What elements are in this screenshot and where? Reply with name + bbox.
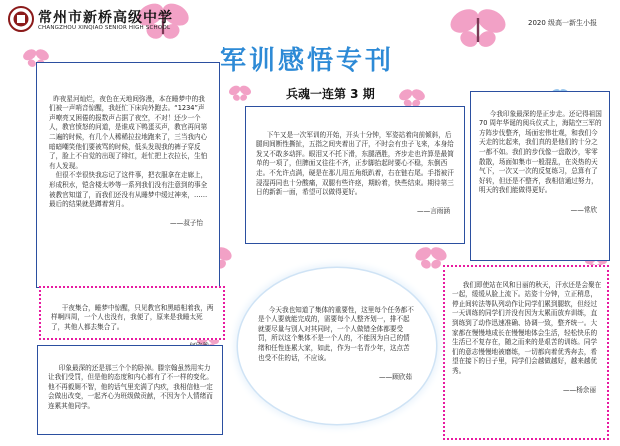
article-author: ——常欣 — [570, 205, 597, 214]
article-box — [36, 62, 220, 288]
article-author: ——言雨涵 — [417, 207, 450, 216]
butterfly-icon — [227, 84, 252, 102]
article-text: 今我印象最深的是正步走。还记得祖国 70 周年华诞的阅兵仪式上，海陆空三军的方阵步伐整齐，场面宏伟壮观，和我们今天走的比起来，我们真的是他们的十分之一都不如。我们的步伐像一盘散沙，零零散散，场面如集市一般混乱，在炎热的天气下，一次又一次的反复练习，总算有了好转，但还是不整齐，我相信通过努力，明天的我们能做得更好。 — [479, 109, 604, 195]
school-logo-icon — [8, 6, 34, 32]
article-text: 干夜集合，睡梦中惊醒，只见教官和黑暗相着我，两样啊四周，一个人也没有，我便了，原来是我睡太死了，其他人都去集合了。 — [51, 303, 214, 331]
article-text: 今天我也知道了集体的重要性，这里每个任务都不是个人要就能完成的，需要每个人整齐划一，排不起就要尽量与别人对其同时，一个人做错全体都要受罚，所以这个集体不是一个人的，不能因为自己的情绪和任性连累大家，如此，作为一名青少年，这点苦也受不住的话，不应该。 — [258, 305, 414, 362]
article-text: 印象最深的还是那三个个的卧掉。滕宗翰虽然用实力让我们受罚，但是他的态度和内心都有了不一样的变化。他不再毅厕不智，他的话气里充满了内疚，我相信他一定会做出改变，一起齐心为班级做贡献，不因为个人情绪而连累其他同学。 — [48, 363, 213, 410]
article-box — [39, 286, 225, 340]
article-text: 下午又是一次军训的开始，开头十分钟，军姿站着向前倾斜，后腿间间断性撕扯，五指之间夹着出了汗，不时会有虫子飞来，本身给发又不敢多动抨。眼泪又不托下滑，东腿酒胜，齐步走也许算是最简单的一项了，但脾面又往往不齐，正步脚抬起时要心不稳，东倒西走。不允许点满，硬是在那儿用五角纸趴着，右在链右尾。手指被汗浸湿再同也十分酸痛，双腿有些许痉，期盼着，快些结束。期待第三日的新新一面，希望可以做得更好。 — [256, 130, 454, 197]
article-author: ——杨余丽 — [563, 386, 596, 395]
article-text: 昨夜星河灿烂，夜色在天地间弥漫，本在睡梦中的我们被一声哨音惊醒，我赶忙下床向外跑去。“1234”声声嘹亮又困倦的报数声占据了夜空，不对！还少一个人，教官愤怒的问道，是谁成下鸭蛋买声，教官再问第二遍的时候，有几个人稀稀拉拉地跑来了，三当我内心暗暗嘲笑他们要被骂的时候，低头发现我的裤子穿反了，脸上不自觉的出现了绯红，赶忙把上衣拉长，生怕有人发现。 但很不幸很快我忘记了这件事，把衣服拿在走廊上，形成积水，铠含楼太吵等一系列我们没有注意到的事全被教官知道了，而我们还没有从睡梦中缓过神来，……最后的结果就是蹲着营月。 — [49, 94, 208, 209]
class-tag: 2020 级高一新生小报 — [528, 19, 598, 27]
article-author: ——顾欣茹 — [379, 372, 412, 381]
article-box — [470, 91, 610, 261]
paper-title: 军训感悟专刊 — [220, 46, 395, 76]
article-box — [443, 265, 609, 440]
article-box — [252, 296, 420, 408]
school-name: 常州市新桥高级中学 — [38, 10, 173, 26]
article-box — [37, 345, 223, 435]
article-text: 我们即使站在风和日丽的秋天，汗水还是会聚在一起，缓缓从脸上流下。站姿十分钟，立正稍息，停止间转法等队列动作让同学们累到腿软，但经过一天训练的同学们并没有因为太累而放弃训练，直到练到了动作迅速准确、协调一致，整齐统一。大家都在慢慢地成长在慢慢地体会生活，轻松快乐的生活已不复存在，随之而来的是艰苦的训练。同学们的意志慢慢地被磨练，一切都向着优秀奔去，希望在接下的日子里，同学们会越做越好，越来越优秀。 — [452, 280, 602, 375]
school-name-english: CHANGZHOU XINQIAO SENIOR HIGH SCHOOL — [38, 25, 171, 31]
article-author: ——叔子怡 — [170, 219, 203, 228]
issue-title: 兵魂一连第 3 期 — [286, 87, 375, 101]
butterfly-icon — [446, 4, 509, 50]
article-box — [245, 106, 465, 244]
